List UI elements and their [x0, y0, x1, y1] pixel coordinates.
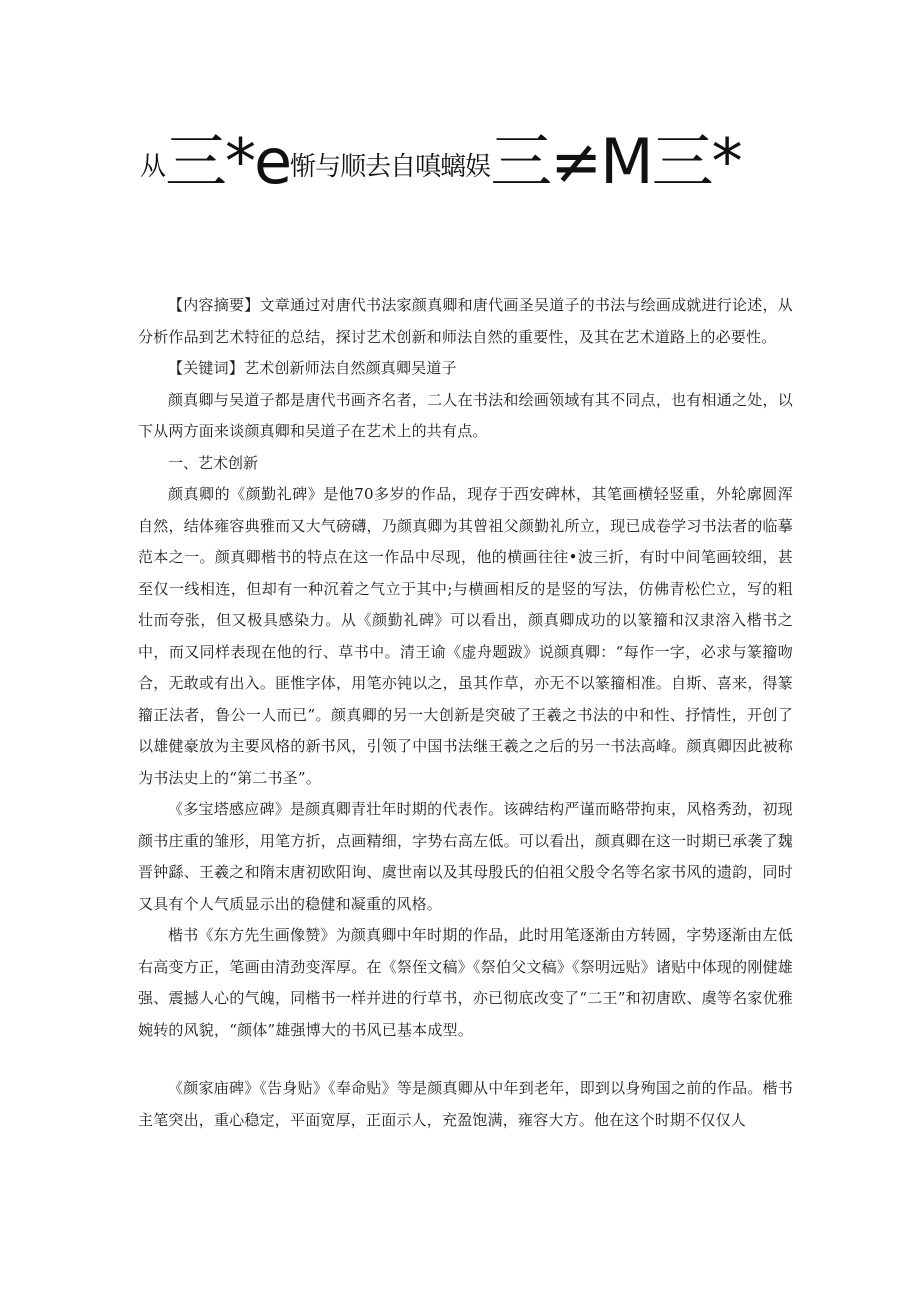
- page-title: [140, 122, 800, 202]
- keywords-paragraph: 【关键词】艺术创新师法自然颜真卿吴道子: [168, 359, 457, 377]
- body-paragraph-1: 颜真卿的《颜勤礼碑》是他70多岁的作品，现存于西安碑林，其笔画横轻竖重，外轮廓圆浑自然，结体雍容典雅而又大气磅礴，乃颜真卿为其曾祖父颜勤礼所立，现已成卷学习书法者的临摹范本之一。颜真卿楷书的特点在这一作品中尽现，他的横画往往•波三折，有时中间笔画较细，甚至仅一线相连，但却有一种沉着之气立于其中;与横画相反的是竖的写法，仿佛青松伫立，写的粗壮而夸张，但又极具感染力。从《颜勤礼碑》可以看出，颜真卿成功的以篆籀和汉隶溶入楷书之中，而又同样表现在他的行、草书中。清王谕《虚舟题跋》说颜真卿：“每作一字，必求与篆籀吻合，无敢或有出入。匪惟字体，用笔亦钝以之，虽其作草，亦无不以篆籀相准。自斯、喜来，得篆籀正法者，鲁公一人而已”。颜真卿的另一大创新是突破了王羲之书法的中和性、抒情性，开创了以雄健豪放为主要风格的新书风，引领了中国书法继王羲之之后的另一书法高峰。颜真卿因此被称为书法史上的“第二书圣”。: [138, 485, 793, 787]
- title-part-4: 三≠M三*: [490, 125, 741, 198]
- intro-paragraph: 颜真卿与吴道子都是唐代书画齐名者，二人在书法和绘画领域有其不同点，也有相通之处，以下从两方面来谈颜真卿和吴道子在艺术上的共有点。: [138, 390, 793, 440]
- title-part-1: 从: [140, 152, 166, 182]
- abstract-paragraph: 【内容摘要】文章通过对唐代书法家颜真卿和唐代画圣吴道子的书法与绘画成就进行论述，从分析作品到艺术特征的总结，探讨艺术创新和师法自然的重要性，及其在艺术道路上的必要性。: [138, 296, 793, 346]
- body-paragraph-4: 《颜家庙碑》《告身贴》《奉命贴》等是颜真卿从中年到老年，即到以身殉国之前的作品。楷书主笔突出，重心稳定，平面宽厚，正面示人，充盈饱满，雍容大方。他在这个时期不仅仅人: [138, 1079, 793, 1129]
- title-part-3: 惭与顺去自嗔螭娱: [290, 152, 491, 182]
- body-paragraph-3: 楷书《东方先生画像赞》为颜真卿中年时期的作品，此时用笔逐渐由方转圆，字势逐渐由左低右高变方正，笔画由清劲变浑厚。在《祭侄文稿》《祭伯父文稿》《祭明远贴》诸贴中体现的刚健雄强、震撼人心的气魄，同楷书一样并进的行草书，亦已彻底改变了“二王”和初唐欧、虞等名家优雅婉转的风貌，“颜体”雄强博大的书风已基本成型。: [138, 926, 793, 1039]
- body-paragraph-2: 《多宝塔感应碑》是颜真卿青壮年时期的代表作。该碑结构严谨而略带拘束，风格秀劲，初现颜书庄重的雏形，用笔方折，点画精细，字势右高左低。可以看出，颜真卿在这一时期已承袭了魏晋钟繇、王羲之和隋末唐初欧阳询、虞世南以及其母殷氏的伯祖父殷令名等名家书风的遗韵，同时又具有个人气质显示出的稳健和凝重的风格。: [138, 800, 793, 913]
- section-heading: 一、艺术创新: [168, 453, 259, 472]
- article-body: [138, 290, 793, 1136]
- title-part-2: 三*e: [165, 125, 291, 198]
